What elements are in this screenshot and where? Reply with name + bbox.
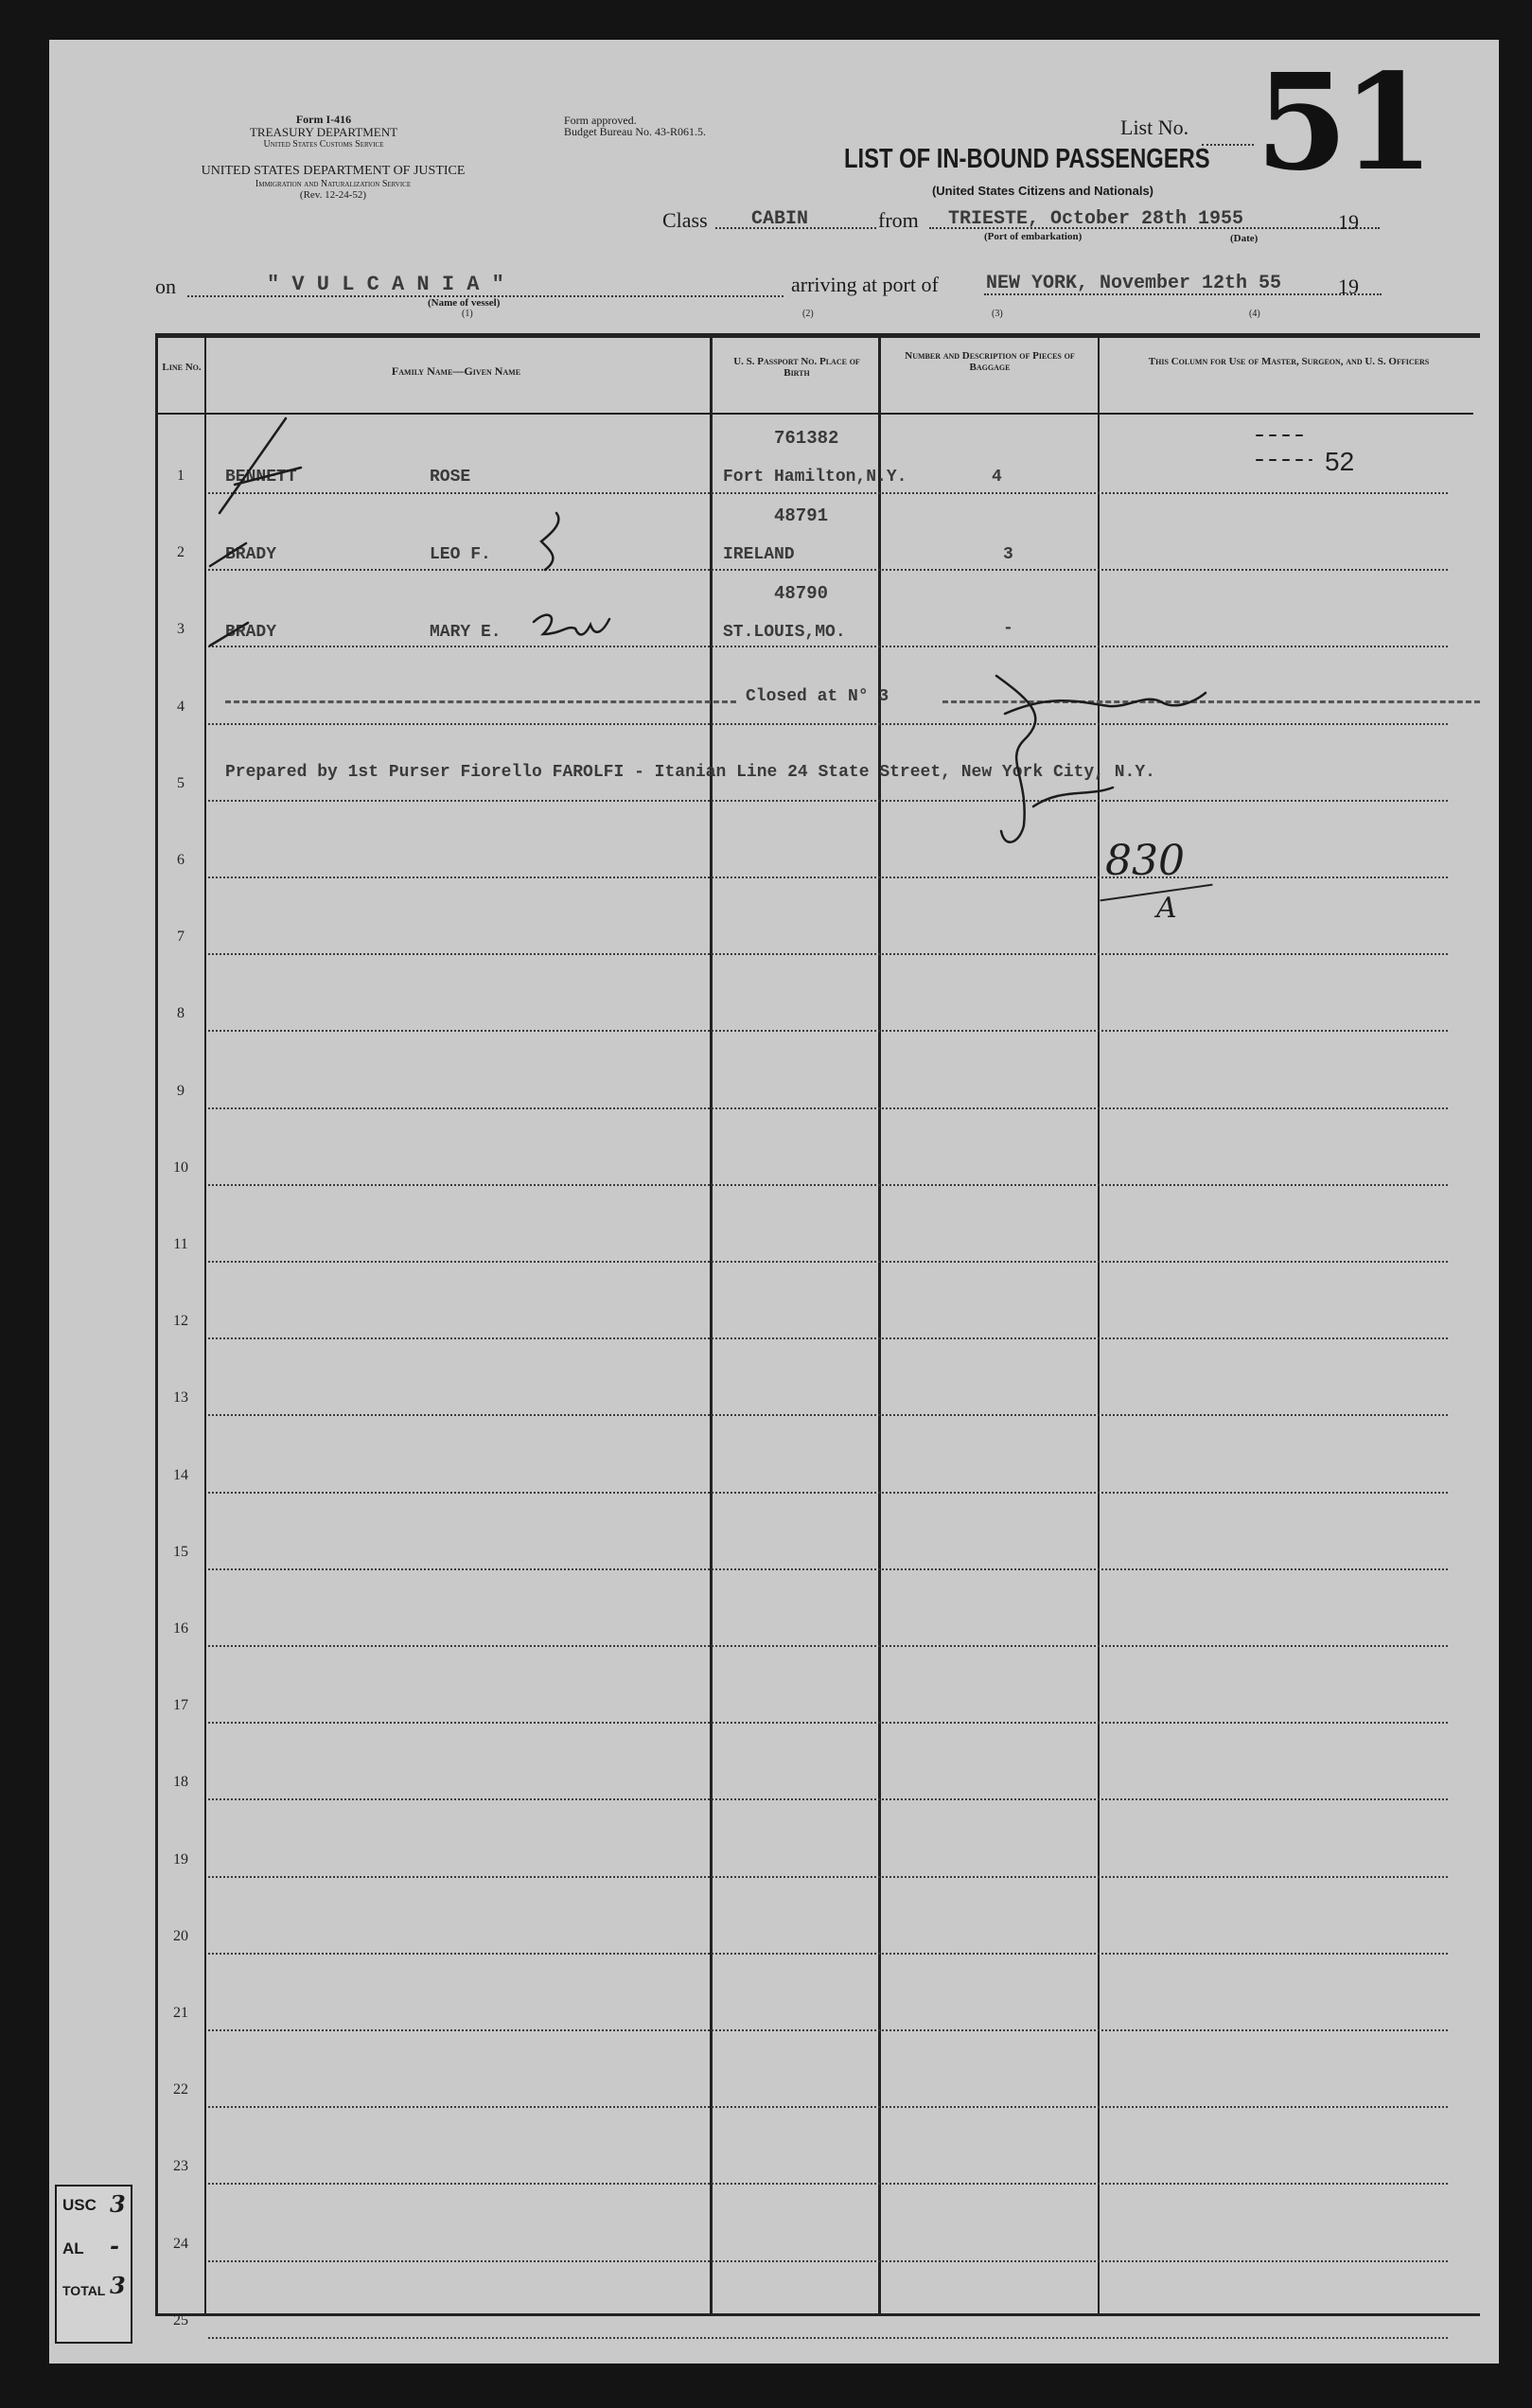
row-rule-19 xyxy=(208,1876,1448,1878)
stamp-number: 830 xyxy=(1105,837,1185,885)
from-value: TRIESTE, October 28th 1955 xyxy=(948,208,1244,230)
justice-dept: UNITED STATES DEPARTMENT OF JUSTICE xyxy=(201,164,466,178)
line-number: 24 xyxy=(173,2235,188,2252)
treasury-dept: TREASURY DEPARTMENT xyxy=(249,125,398,139)
line-number: 11 xyxy=(173,1236,188,1252)
line-number: 25 xyxy=(173,2311,188,2328)
handwriting-overlay xyxy=(49,40,1499,986)
page-title: LIST OF IN-BOUND PASSENGERS xyxy=(844,144,1210,174)
row1-officer-note: 52 xyxy=(1325,447,1355,476)
col3-marker: (3) xyxy=(992,309,1003,319)
form-approved: Form approved. xyxy=(564,114,637,127)
vessel-name: " V U L C A N I A " xyxy=(267,273,504,296)
list-no-label: List No. xyxy=(1120,115,1189,139)
tally-total-label: TOTAL xyxy=(62,2283,106,2298)
line-number: 22 xyxy=(173,2081,188,2098)
row2-birth: IRELAND xyxy=(723,545,795,564)
col-head-name: Family Name—Given Name xyxy=(391,364,521,378)
col-head-line-no: Line No. xyxy=(162,362,202,373)
form-number: Form I-416 xyxy=(295,113,352,126)
prepared-line: Prepared by 1st Purser Fiorello FAROLFI - Itanian Line 24 State Street, New York City, N.Y. xyxy=(225,763,1155,782)
tally-total-value: 3 xyxy=(110,2272,126,2299)
customs-service: United States Customs Service xyxy=(263,139,384,150)
col1-marker: (1) xyxy=(462,309,473,319)
line-number: 7 xyxy=(177,929,185,946)
check-mark-row2 xyxy=(210,543,246,566)
line-number: 14 xyxy=(173,1466,188,1483)
arriving-value: NEW YORK, November 12th 55 xyxy=(986,273,1282,294)
line-number: 2 xyxy=(177,544,185,561)
col-head-passport: U. S. Passport No. Place of Birth xyxy=(733,356,860,379)
stamp-letter: A xyxy=(1156,892,1177,925)
date-caption: (Date) xyxy=(1230,233,1259,244)
row2-passport: 48791 xyxy=(774,505,829,526)
row-rule-11 xyxy=(208,1261,1448,1263)
page-subtitle: (United States Citizens and Nationals) xyxy=(931,184,1154,198)
row1-family: BENNETT xyxy=(225,468,297,487)
line-number: 20 xyxy=(173,1927,188,1944)
initial-mark-row2 xyxy=(541,513,558,570)
line-number: 23 xyxy=(173,2158,188,2175)
line-number: 9 xyxy=(177,1082,185,1099)
arriving-label: arriving at port of xyxy=(791,273,939,296)
check-mark-row1 xyxy=(220,418,286,513)
port-embark-caption: (Port of embarkation) xyxy=(984,231,1083,242)
revision-date: (Rev. 12-24-52) xyxy=(299,189,367,201)
row-rule-20 xyxy=(208,1953,1448,1955)
tally-stamp xyxy=(55,2185,132,2344)
officer-column-marks xyxy=(1257,435,1312,460)
class-value: CABIN xyxy=(751,208,809,230)
row1-passport: 761382 xyxy=(774,428,839,449)
row3-birth: ST.LOUIS,MO. xyxy=(723,623,846,642)
line-number: 1 xyxy=(177,468,185,484)
line-number: 6 xyxy=(177,852,185,868)
row-rule-15 xyxy=(208,1568,1448,1570)
check-mark-row3 xyxy=(210,623,248,646)
row-rule-21 xyxy=(208,2029,1448,2031)
line-number: 4 xyxy=(177,698,185,715)
from-label: from xyxy=(878,208,919,232)
row-rule-22 xyxy=(208,2106,1448,2108)
row-rule-12 xyxy=(208,1337,1448,1339)
closed-line: Closed at N° 3 xyxy=(746,687,889,706)
line-number: 10 xyxy=(173,1159,188,1176)
tally-al-label: AL xyxy=(62,2240,84,2258)
signature-stroke-2 xyxy=(1005,693,1206,714)
list-number: 51 xyxy=(1256,45,1429,201)
row-rule-25 xyxy=(208,2337,1448,2339)
col-head-baggage: Number and Description of Pieces of Baggage xyxy=(905,350,1075,373)
row-rule-18 xyxy=(208,1798,1448,1800)
line-number: 21 xyxy=(173,2005,188,2021)
row-rule-14 xyxy=(208,1492,1448,1494)
row3-passport: 48790 xyxy=(774,583,829,604)
row2-given: LEO F. xyxy=(430,545,491,564)
line-number: 8 xyxy=(177,1005,185,1022)
row-rule-9 xyxy=(208,1107,1448,1109)
row-rule-13 xyxy=(208,1414,1448,1416)
line-number: 13 xyxy=(173,1390,188,1407)
row1-baggage: 4 xyxy=(992,468,1002,487)
line-number: 19 xyxy=(173,1850,188,1868)
row-rule-24 xyxy=(208,2260,1448,2262)
row2-family: BRADY xyxy=(225,545,277,564)
col2-marker: (2) xyxy=(802,309,814,319)
class-label: Class xyxy=(662,208,708,232)
line-number: 17 xyxy=(173,1697,188,1714)
line-number: 18 xyxy=(173,1774,188,1791)
signature-stroke-1 xyxy=(996,676,1035,842)
vessel-caption: (Name of vessel) xyxy=(428,297,501,309)
row-rule-17 xyxy=(208,1722,1448,1724)
tally-usc-label: USC xyxy=(62,2196,97,2214)
arriving-year: 19 xyxy=(1338,274,1359,298)
line-number: 16 xyxy=(173,1620,188,1637)
ins-service: Immigration and Naturalization Service xyxy=(255,179,412,189)
line-number: 3 xyxy=(177,621,185,638)
row3-given: MARY E. xyxy=(430,623,502,642)
col-head-officers: This Column for Use of Master, Surgeon, and U. S. Officers xyxy=(1148,356,1430,367)
budget-bureau: Budget Bureau No. 43-R061.5. xyxy=(564,125,706,138)
row3-family: BRADY xyxy=(225,623,277,642)
row-rule-23 xyxy=(208,2183,1448,2185)
tally-al-value: - xyxy=(110,2232,119,2259)
row-rule-10 xyxy=(208,1184,1448,1186)
table-bottom-rule xyxy=(155,2313,1480,2316)
row-rule-16 xyxy=(208,1645,1448,1647)
document-page xyxy=(49,40,1499,2364)
line-number: 12 xyxy=(173,1313,188,1330)
tally-usc-value: 3 xyxy=(110,2190,126,2218)
signature-stroke-3 xyxy=(1033,788,1113,806)
col4-marker: (4) xyxy=(1249,309,1260,319)
line-number: 15 xyxy=(173,1543,188,1560)
row3-baggage: - xyxy=(1003,619,1013,638)
initial-mark-row3 xyxy=(534,615,609,635)
on-label: on xyxy=(155,274,176,298)
row1-birth: Fort Hamilton,N.Y. xyxy=(723,468,907,487)
row1-given: ROSE xyxy=(430,468,471,487)
row2-baggage: 3 xyxy=(1003,545,1013,564)
row-rule-8 xyxy=(208,1030,1448,1032)
line-number: 5 xyxy=(177,774,185,791)
year-suffix: 19 xyxy=(1338,210,1359,234)
